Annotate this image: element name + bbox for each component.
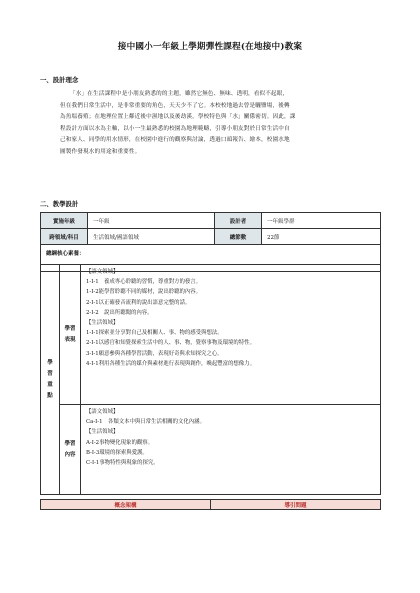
guiding-questions-label: 導引問題	[211, 500, 381, 510]
content-line: B-Ⅰ-3環境的探索與愛護。	[86, 449, 148, 456]
grade-label: 實施年級	[41, 213, 88, 229]
performance-line: 1-Ⅰ-2能學習聆聽不同的媒材，說出聆聽的內容。	[86, 289, 202, 296]
concept-question-row	[41, 500, 381, 510]
performance-row	[41, 265, 381, 405]
concept-line: 圖製作發現水的用途和重要性。	[60, 148, 141, 155]
content-line: Ca-Ⅰ-1 各類文本中與日常生活相關的文化內涵。	[86, 419, 205, 426]
domain-label: 跨領域/科目	[41, 229, 88, 245]
performance-line: 3-Ⅰ-1願意參與各種學習活動，表現好奇與求知探究之心。	[86, 350, 223, 357]
concept-framework-label: 概念架構	[41, 500, 211, 510]
content-line: 【語文領域】	[86, 409, 119, 415]
performance-line: 4-Ⅰ-1利用各種生活的媒介與素材進行表現與創作，喚起豐富的想像力。	[86, 360, 255, 367]
concept-line: 「水」在生活課程中是小朋友熟悉的的主題，雖然它無色、無味、透明，看似不起眼，	[70, 91, 289, 97]
grade-value: 一年級	[88, 213, 215, 229]
designer-label: 設計者	[215, 213, 262, 229]
meta-row-grade	[41, 213, 381, 229]
performance-line: 1-Ⅰ-1 養成專心聆聽的習慣，尊重對方的發言。	[86, 279, 202, 286]
concept-line: 但在我們日常生活中，是非常重要的角色，天天少不了它。本校校地過去曾是曬鹽場，後轉	[60, 102, 290, 109]
meta-table	[40, 212, 381, 272]
content-line: C-Ⅰ-1事物特性與現象的探究。	[86, 460, 159, 467]
meta-row-domain	[41, 229, 381, 245]
designer-value: 一年級學群	[262, 213, 381, 229]
concept-question-header	[40, 499, 381, 510]
periods-label: 總節數	[215, 229, 262, 245]
core-competency-label: 總綱核心素養：	[41, 245, 381, 272]
content-label: 學習 內容	[60, 405, 81, 495]
learning-focus-table	[40, 264, 381, 495]
periods-value: 22節	[262, 229, 381, 245]
performance-line: 【語文領域】	[86, 269, 119, 275]
performance-content	[81, 265, 381, 405]
concept-line: 己和家人、同學的用水情形，在校園中進行的觀察與討論，透過口頭報告、繪本，校園水地	[60, 137, 290, 144]
key-points-label: 學習重點	[41, 265, 60, 495]
performance-line: 【生活領域】	[86, 320, 119, 327]
concept-line: 為魚塭養殖；在地理位置上鄰近後中濕地以及後劫溪，學校特色與「水」關係密切。因此，課	[60, 114, 296, 121]
section-heading-design-concept: 一、設計理念	[40, 76, 79, 84]
performance-line: 1-Ⅰ-1探索並分享對自己及相關人、事、物的感受與想法。	[86, 330, 223, 337]
section-heading-teaching-design: 二、教學設計	[40, 200, 79, 208]
content-line: A-Ⅰ-2事物變化現象的觀察。	[86, 439, 154, 446]
content-row	[41, 405, 381, 495]
performance-line: 2-Ⅰ-1以正確發音流利的說出語意完整的話。	[86, 299, 191, 306]
performance-line: 2-Ⅰ-1以感官和知覺探索生活中的人、事、物，覺察事物及環境的特性。	[86, 340, 255, 347]
design-concept-paragraph	[60, 89, 380, 159]
content-content	[81, 405, 381, 495]
page-title: 接中國小一年級上學期彈性課程(在地接中)教案	[117, 42, 303, 52]
performance-label: 學習 表現	[60, 265, 81, 405]
performance-line: 2-Ⅰ-2 說出所聽聞的內容。	[86, 309, 153, 316]
content-line: 【生活領域】	[86, 429, 119, 436]
domain-value: 生活領域/國語領域	[88, 229, 215, 245]
concept-line: 程設計方面以水為主軸，以小一生最熟悉的校園為地理範疇，引導小朋友對於日常生活中自	[60, 125, 290, 132]
